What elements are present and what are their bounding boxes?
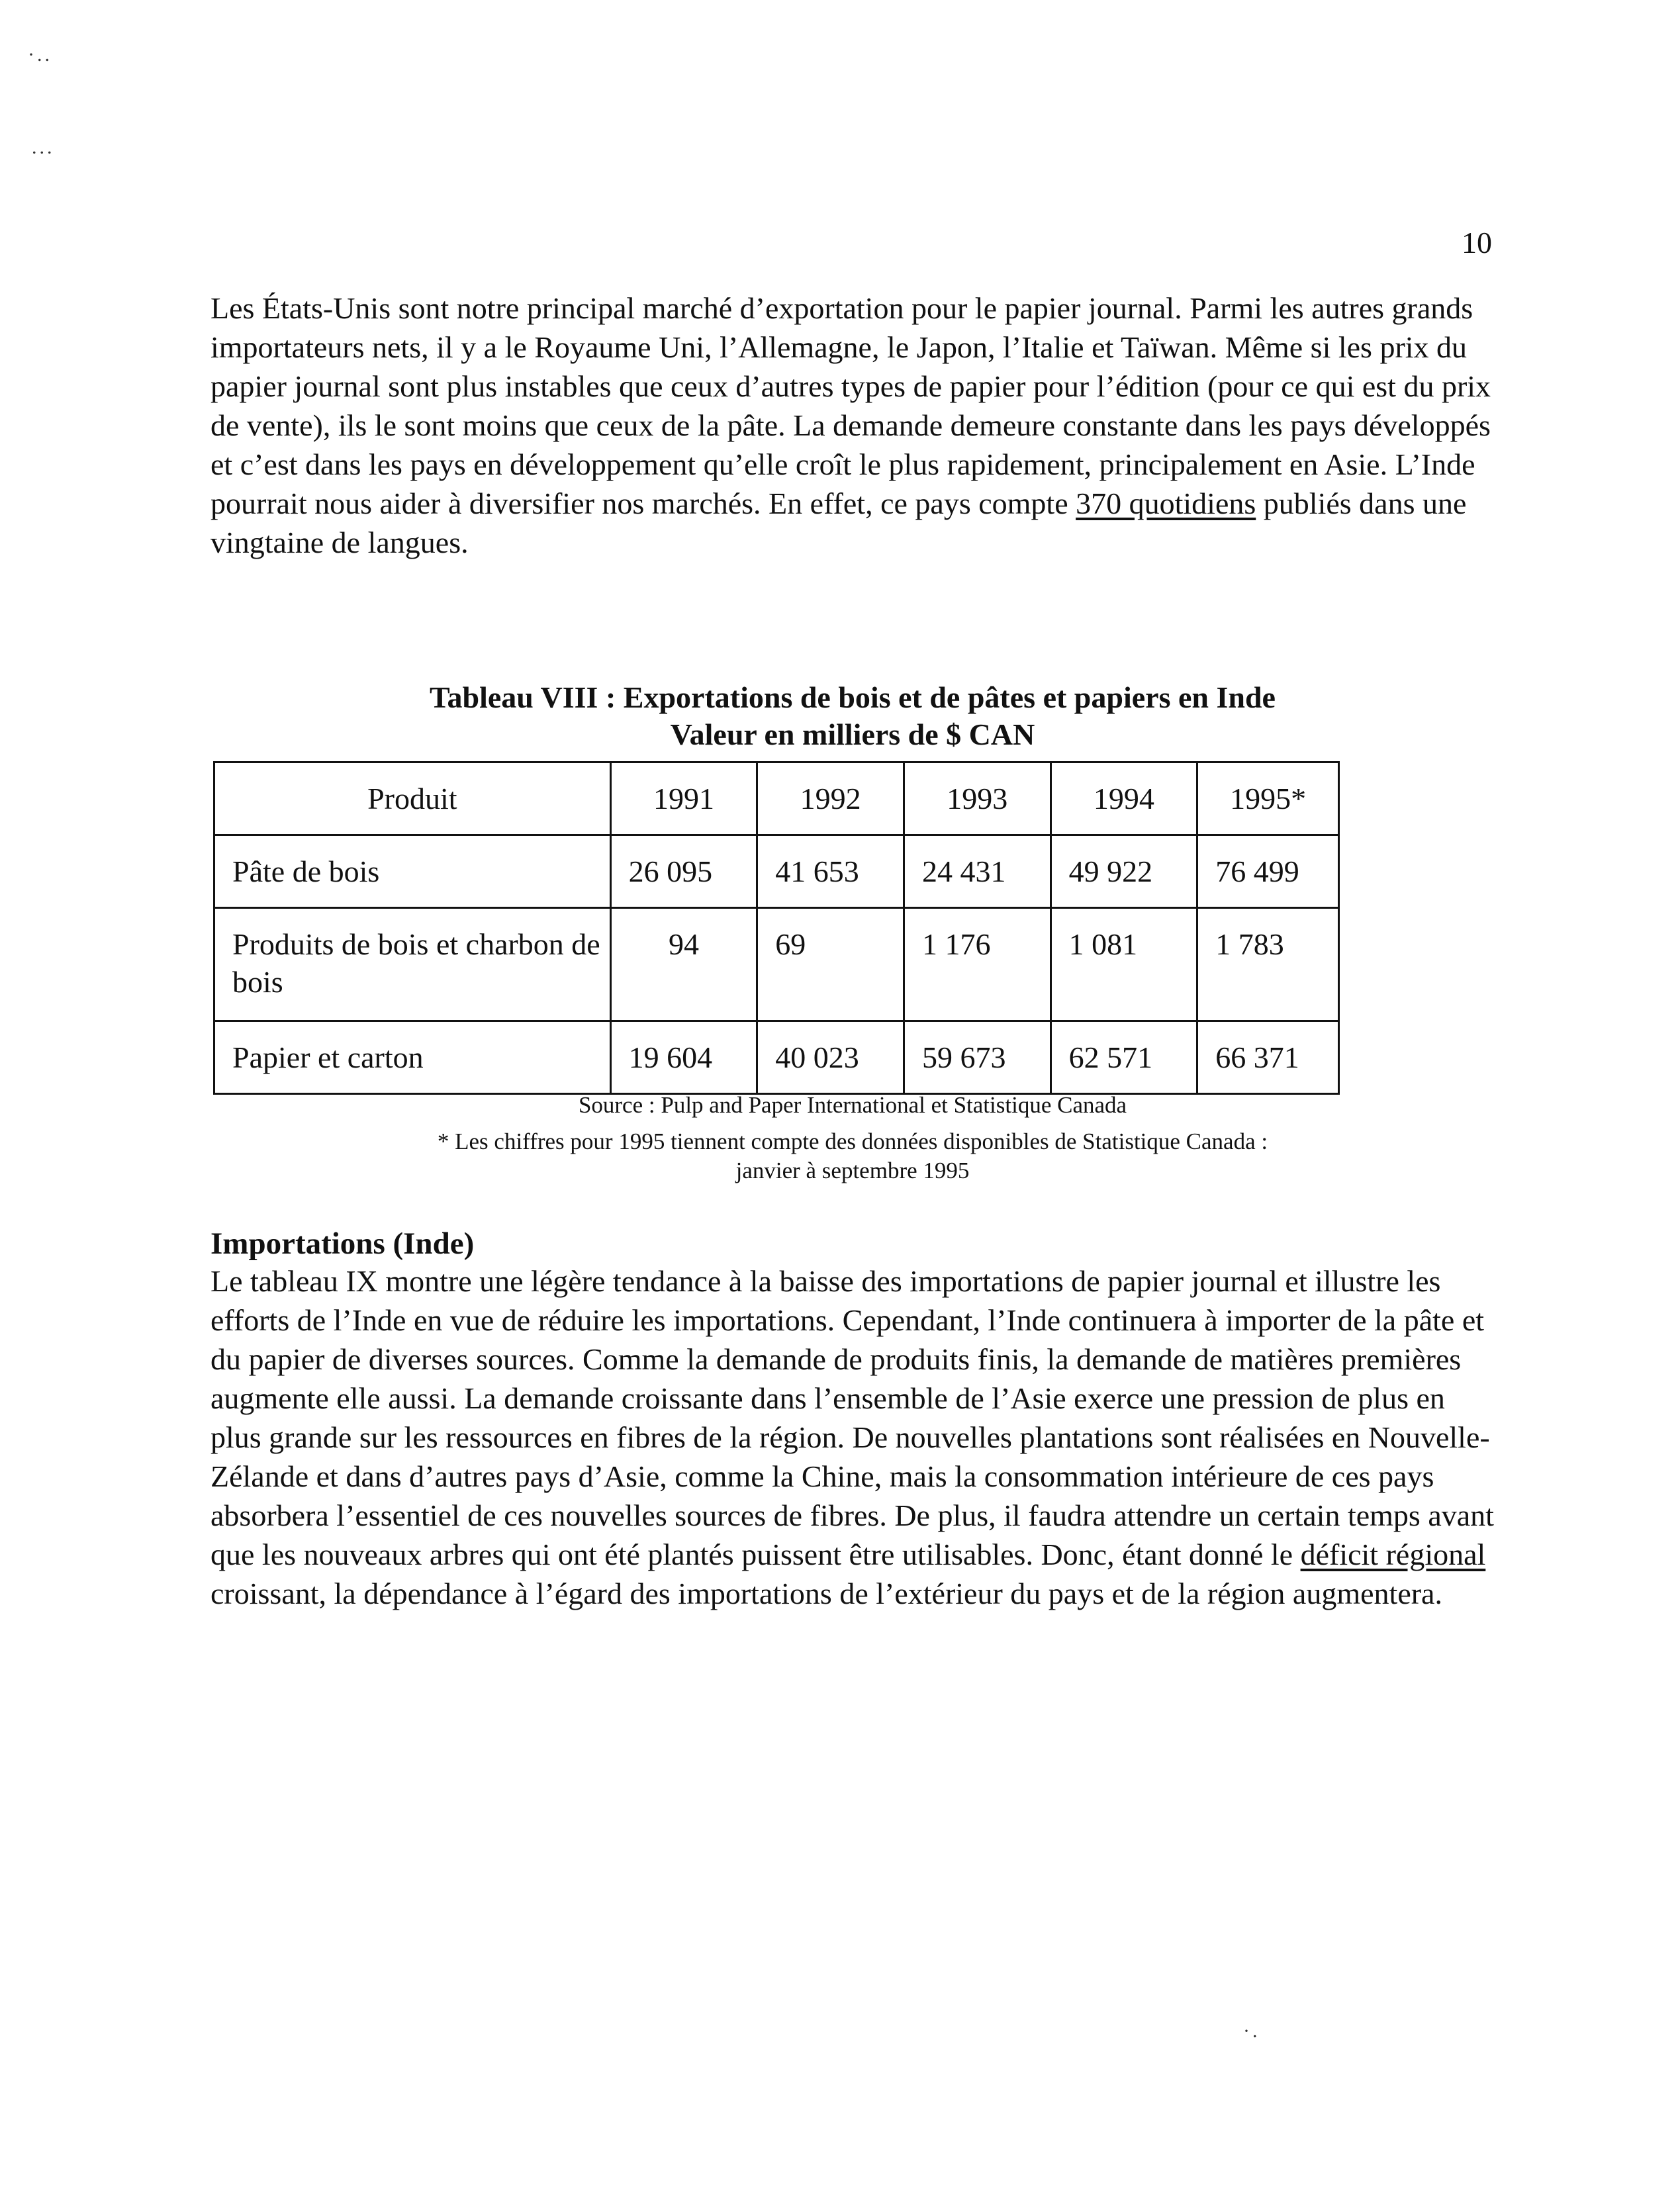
value-cell: 94 (610, 908, 757, 1021)
product-cell: Produits de bois et charbon de bois (214, 908, 611, 1021)
table-title-main: Tableau VIII : Exportations de bois et de pâtes et papiers en Inde (430, 680, 1276, 714)
table-subtitle: Valeur en milliers de $ CAN (670, 717, 1035, 751)
value-cell: 40 023 (757, 1021, 904, 1094)
table-footnote (210, 1127, 1495, 1185)
table-row (214, 1021, 1339, 1094)
table-source-note: Source : Pulp and Paper International et Statistique Canada (578, 1092, 1127, 1118)
column-header-1994: 1994 (1050, 762, 1197, 835)
footnote-line: * Les chiffres pour 1995 tiennent compte des données disponibles de Statistique Canada : (437, 1128, 1268, 1154)
product-cell: Papier et carton (214, 1021, 611, 1094)
value-cell: 1 081 (1050, 908, 1197, 1021)
product-cell: Pâte de bois (214, 835, 611, 908)
column-header-1995: 1995* (1197, 762, 1339, 835)
scan-speck: ·. (1243, 2020, 1260, 2042)
paragraph-text: publiés dans une vingtaine de langues. (210, 486, 1467, 559)
value-cell: 59 673 (904, 1021, 1050, 1094)
table-title (210, 679, 1495, 753)
exports-table (213, 761, 1340, 1095)
table-header-row (214, 762, 1339, 835)
paragraph-text: Les États-Unis sont notre principal marché d’exportation pour le papier journal. Parmi les autres grands importateurs nets, il y a le Royaume Uni, l’Allemagne, le Japon, l’Italie et Taïwan. Même si les prix du papier journal sont plus instables que ceux d’autres types de papier pour l’édition (pour ce qui est du prix de vente), ils le sont moins que ceux de la pâte. La demande demeure constante dans les pays développés et c’est dans les pays en développement qu’elle croît le plus rapidement, principalement en Asie. L’Inde pourrait nous aider à diversifier nos marchés. En effet, ce pays compte (210, 291, 1491, 520)
value-cell: 49 922 (1050, 835, 1197, 908)
value-cell: 24 431 (904, 835, 1050, 908)
value-cell: 1 176 (904, 908, 1050, 1021)
paragraph-exports (210, 289, 1495, 562)
value-cell: 76 499 (1197, 835, 1339, 908)
column-header-1991: 1991 (610, 762, 757, 835)
footnote-line: janvier à septembre 1995 (735, 1158, 970, 1183)
scan-speck: ... (32, 136, 55, 158)
underlined-term: 370 quotidiens (1076, 486, 1256, 520)
value-cell: 69 (757, 908, 904, 1021)
value-cell: 66 371 (1197, 1021, 1339, 1094)
table-row (214, 835, 1339, 908)
section-heading: Importations (Inde) (210, 1226, 475, 1261)
paragraph-text: Le tableau IX montre une légère tendance à la baisse des importations de papier journal et illustre les efforts de l’Inde en vue de réduire les importations. Cependant, l’Inde continuera à importer de la pâte et du papier de diverses sources. Comme la demande de produits finis, la demande de matières premières augmente elle aussi. La demande croissante dans l’ensemble de l’Asie exerce une pression de plus en plus grande sur les ressources en fibres de la région. De nouvelles plantations sont réalisées en Nouvelle-Zélande et dans d’autres pays d’Asie, comme la Chine, mais la consommation intérieure de ces pays absorbera l’essentiel de ces nouvelles sources de fibres. De plus, il faudra attendre un certain temps avant que les nouveaux arbres qui ont été plantés puissent être utilisables. Donc, étant donné le (210, 1264, 1494, 1571)
value-cell: 1 783 (1197, 908, 1339, 1021)
scan-speck: ·.. (28, 44, 52, 66)
paragraph-text: croissant, la dépendance à l’égard des importations de l’extérieur du pays et de la région augmentera. (210, 1577, 1442, 1610)
underlined-term: déficit régional (1300, 1538, 1486, 1571)
column-header-1992: 1992 (757, 762, 904, 835)
value-cell: 62 571 (1050, 1021, 1197, 1094)
paragraph-imports (210, 1262, 1495, 1613)
column-header-1993: 1993 (904, 762, 1050, 835)
column-header-produit: Produit (214, 762, 611, 835)
page-number: 10 (1462, 226, 1492, 259)
table-row (214, 908, 1339, 1021)
value-cell: 26 095 (610, 835, 757, 908)
value-cell: 19 604 (610, 1021, 757, 1094)
value-cell: 41 653 (757, 835, 904, 908)
